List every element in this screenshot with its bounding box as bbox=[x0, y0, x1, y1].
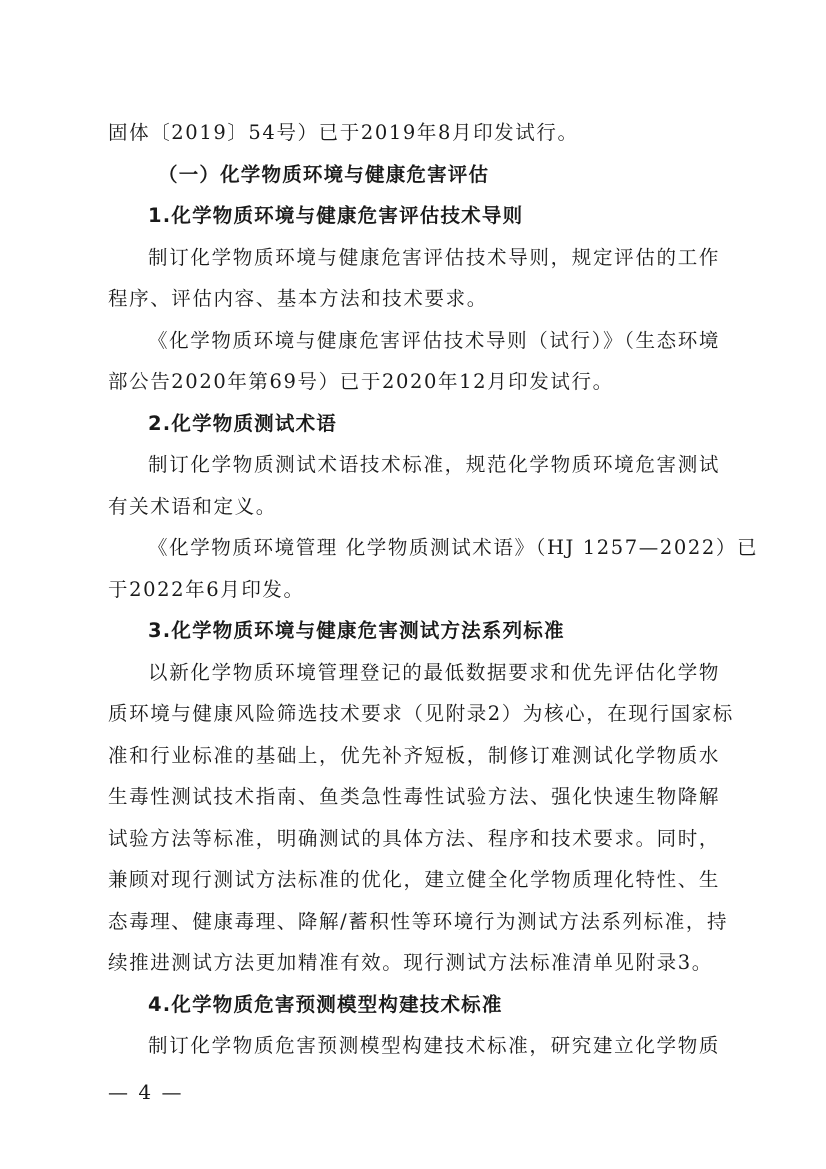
subsection-heading-2: 2.化学物质测试术语 bbox=[148, 411, 337, 435]
paragraph-line: 有关术语和定义。 bbox=[108, 494, 277, 518]
document-page bbox=[108, 112, 759, 1067]
section-heading: （一）化学物质环境与健康危害评估 bbox=[158, 162, 490, 186]
paragraph-line: 态毒理、健康毒理、降解/蓄积性等环境行为测试方法系列标准，持 bbox=[108, 909, 729, 933]
paragraph-line: 续推进测试方法更加精准有效。现行测试方法标准清单见附录3。 bbox=[108, 951, 713, 974]
paragraph-line: 制订化学物质危害预测模型构建技术标准，研究建立化学物质 bbox=[148, 1034, 720, 1057]
paragraph-line: 准和行业标准的基础上，优先补齐短板，制修订难测试化学物质水 bbox=[108, 743, 720, 767]
continued-paragraph-line: 固体〔2019〕54号）已于2019年8月印发试行。 bbox=[108, 121, 579, 144]
subsection-heading-3: 3.化学物质环境与健康危害测试方法系列标准 bbox=[148, 619, 565, 642]
paragraph-line: 质环境与健康风险筛选技术要求（见附录2）为核心，在现行国家标 bbox=[108, 702, 734, 725]
paragraph-line: 试验方法等标准，明确测试的具体方法、程序和技术要求。同时， bbox=[108, 826, 720, 850]
paragraph-line: 部公告2020年第69号）已于2020年12月印发试行。 bbox=[108, 370, 614, 393]
paragraph-line: 程序、评估内容、基本方法和技术要求。 bbox=[108, 287, 488, 310]
paragraph-line: 生毒性测试技术指南、鱼类急性毒性试验方法、强化快速生物降解 bbox=[108, 785, 720, 808]
subsection-heading-1: 1.化学物质环境与健康危害评估技术导则 bbox=[148, 204, 524, 227]
paragraph-line: 以新化学物质环境管理登记的最低数据要求和优先评估化学物 bbox=[148, 660, 720, 684]
paragraph-line: 制订化学物质测试术语技术标准，规范化学物质环境危害测试 bbox=[148, 453, 720, 476]
paragraph-line: 兼顾对现行测试方法标准的优化，建立健全化学物质理化特性、生 bbox=[108, 868, 720, 891]
paragraph-line: 《化学物质环境管理 化学物质测试术语》（HJ 1257—2022）已 bbox=[148, 536, 759, 559]
paragraph-line: 于2022年6月印发。 bbox=[108, 577, 305, 601]
subsection-heading-4: 4.化学物质危害预测模型构建技术标准 bbox=[148, 992, 503, 1016]
page-number: — 4 — bbox=[108, 1080, 184, 1104]
paragraph-line: 制订化学物质环境与健康危害评估技术导则，规定评估的工作 bbox=[148, 245, 720, 269]
paragraph-line: 《化学物质环境与健康危害评估技术导则（试行）》（生态环境 bbox=[148, 328, 720, 352]
